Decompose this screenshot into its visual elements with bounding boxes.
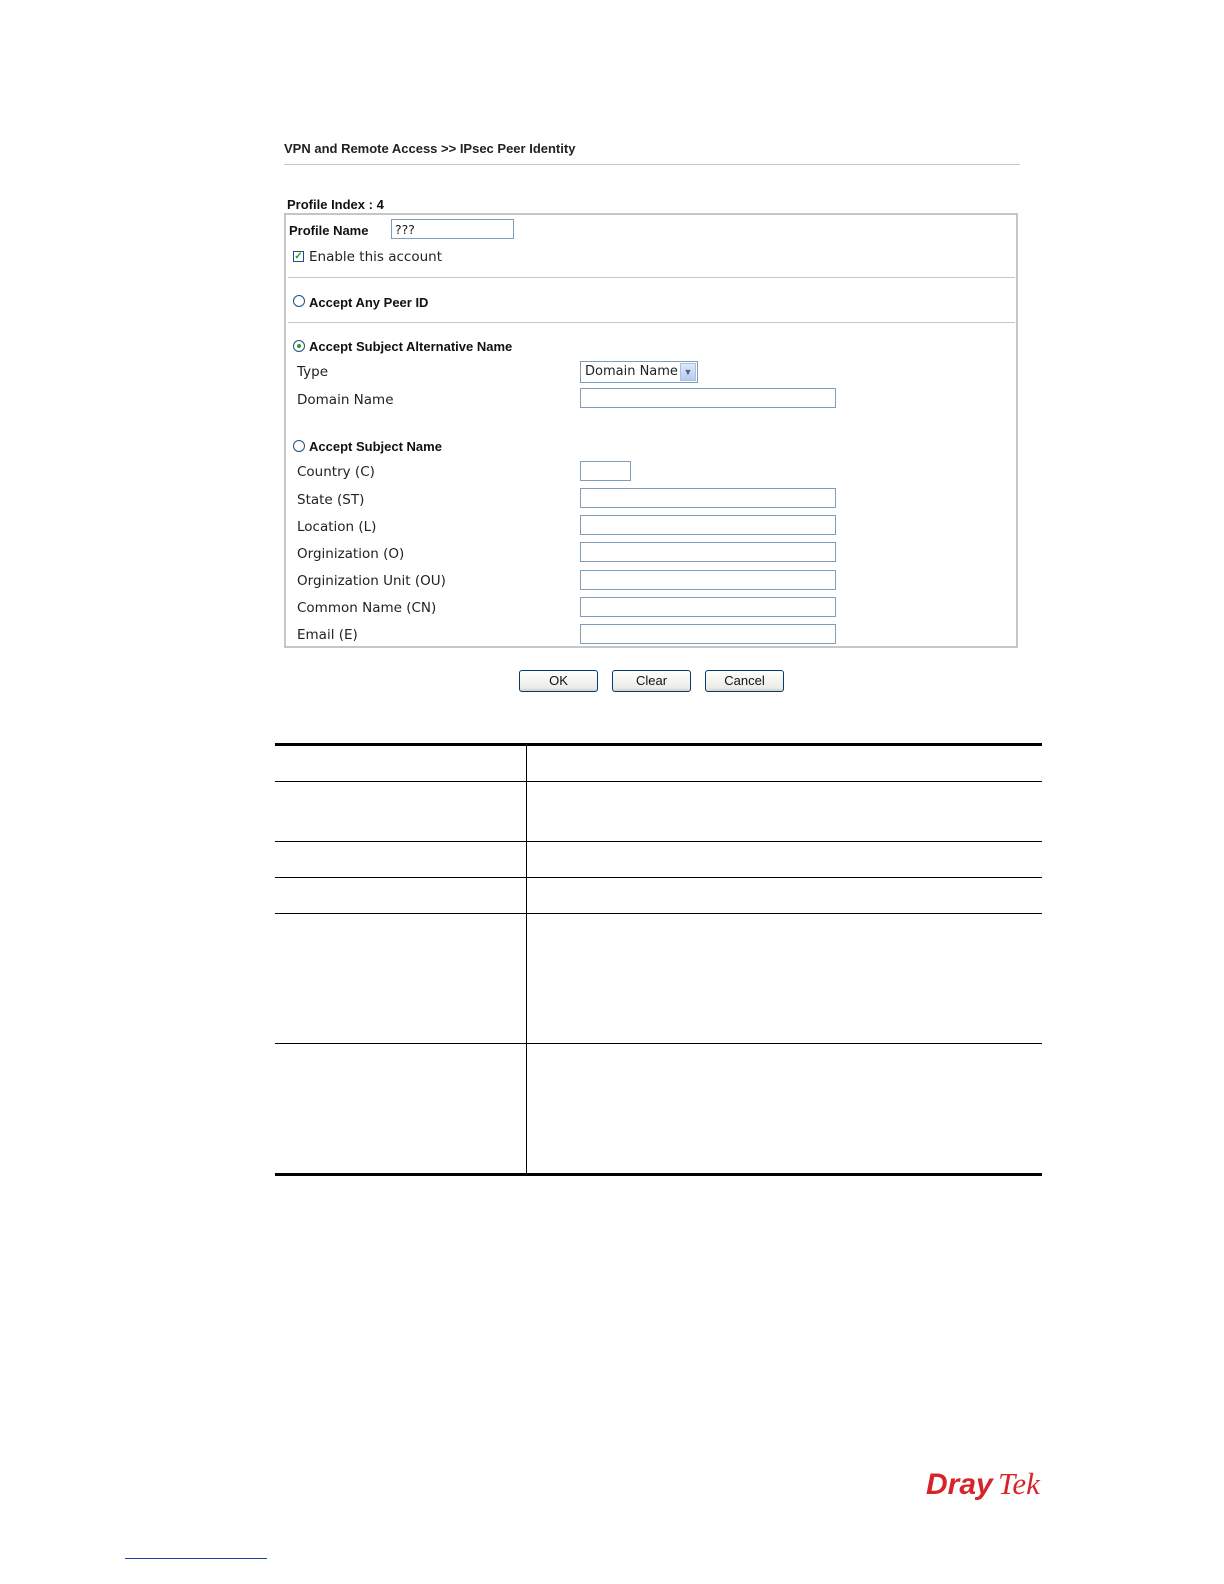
chevron-down-icon[interactable]: ▼ xyxy=(680,363,696,381)
table-row-divider xyxy=(275,841,1042,842)
organization-unit-label: Orginization Unit (OU) xyxy=(297,573,446,589)
location-label: Location (L) xyxy=(297,519,377,535)
organization-input[interactable] xyxy=(580,542,836,562)
logo-text-tek: Tek xyxy=(998,1466,1040,1501)
email-input[interactable] xyxy=(580,624,836,644)
state-label: State (ST) xyxy=(297,492,365,508)
accept-subject-name-label: Accept Subject Name xyxy=(309,439,442,454)
country-input[interactable] xyxy=(580,461,631,481)
section-divider xyxy=(288,322,1015,323)
table-row-divider xyxy=(275,781,1042,782)
cancel-button[interactable]: Cancel xyxy=(705,670,784,692)
table-bottom-rule xyxy=(275,1173,1042,1176)
type-select[interactable] xyxy=(580,361,698,383)
breadcrumb: VPN and Remote Access >> IPsec Peer Identity xyxy=(284,141,576,156)
table-row-divider xyxy=(275,877,1042,878)
organization-unit-input[interactable] xyxy=(580,570,836,590)
logo-text-dray: Dray xyxy=(926,1468,993,1501)
footer-link-rule xyxy=(125,1558,267,1559)
profile-name-input[interactable] xyxy=(391,219,514,239)
accept-any-peer-label: Accept Any Peer ID xyxy=(309,295,429,310)
organization-label: Orginization (O) xyxy=(297,546,405,562)
enable-account-label: Enable this account xyxy=(309,249,442,265)
common-name-label: Common Name (CN) xyxy=(297,600,437,616)
type-label: Type xyxy=(297,364,329,380)
type-select-value: Domain Name xyxy=(585,364,678,379)
accept-subject-name-radio[interactable] xyxy=(293,440,305,452)
enable-account-checkbox[interactable]: ✓ xyxy=(294,251,303,262)
clear-button[interactable]: Clear xyxy=(612,670,691,692)
table-row-divider xyxy=(275,1043,1042,1044)
draytek-logo xyxy=(926,1464,1060,1504)
accept-san-radio[interactable] xyxy=(293,340,305,352)
accept-san-label: Accept Subject Alternative Name xyxy=(309,339,513,354)
profile-index-label: Profile Index : 4 xyxy=(287,197,384,212)
domain-name-input[interactable] xyxy=(580,388,836,408)
table-row-divider xyxy=(275,913,1042,914)
title-divider xyxy=(284,164,1020,165)
profile-name-label: Profile Name xyxy=(289,223,369,238)
common-name-input[interactable] xyxy=(580,597,836,617)
domain-name-label: Domain Name xyxy=(297,392,394,408)
table-top-rule xyxy=(275,743,1042,746)
table-column-divider xyxy=(526,745,527,1175)
accept-any-peer-radio[interactable] xyxy=(293,295,305,307)
logo-graphic xyxy=(926,1464,1060,1504)
state-input[interactable] xyxy=(580,488,836,508)
location-input[interactable] xyxy=(580,515,836,535)
ok-button[interactable]: OK xyxy=(519,670,598,692)
email-label: Email (E) xyxy=(297,627,358,643)
section-divider xyxy=(288,277,1015,278)
country-label: Country (C) xyxy=(297,464,375,480)
